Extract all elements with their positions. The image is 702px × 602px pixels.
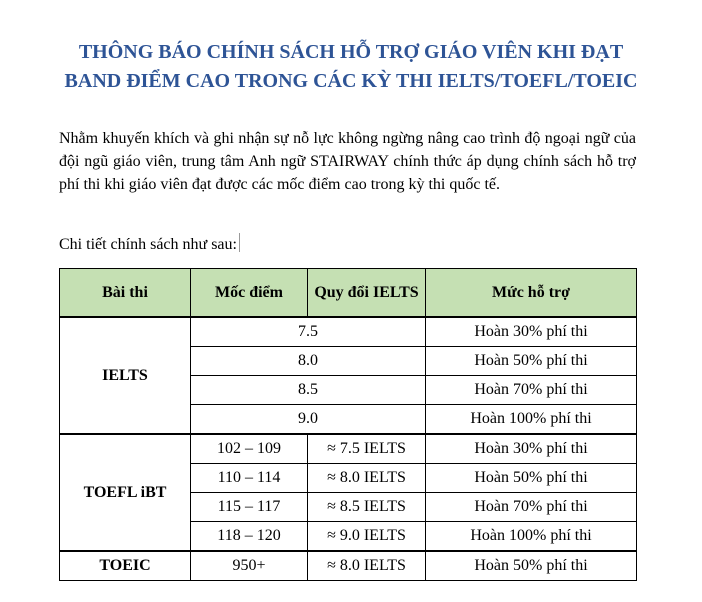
score-cell: 7.5	[191, 317, 426, 347]
support-cell: Hoàn 30% phí thi	[426, 317, 637, 347]
score-cell: 950+	[191, 551, 308, 581]
exam-toeic: TOEIC	[60, 551, 191, 581]
support-cell: Hoàn 100% phí thi	[426, 405, 637, 435]
title-line-1: THÔNG BÁO CHÍNH SÁCH HỖ TRỢ GIÁO VIÊN KHI ĐẠT	[78, 41, 624, 63]
ielts-equivalent-cell: ≈ 9.0 IELTS	[308, 522, 426, 552]
details-line	[59, 233, 240, 256]
document-title	[0, 38, 702, 96]
ielts-equivalent-cell: ≈ 8.0 IELTS	[308, 551, 426, 581]
table-row	[60, 551, 637, 581]
score-cell: 110 – 114	[191, 464, 308, 493]
score-cell: 8.5	[191, 376, 426, 405]
title-line-2: BAND ĐIỂM CAO TRONG CÁC KỲ THI IELTS/TOEFL/TOEIC	[64, 70, 638, 92]
score-cell: 9.0	[191, 405, 426, 435]
support-cell: Hoàn 70% phí thi	[426, 493, 637, 522]
table-row	[60, 317, 637, 347]
score-cell: 115 – 117	[191, 493, 308, 522]
header-support-level: Mức hỗ trợ	[426, 269, 637, 318]
header-exam: Bài thi	[60, 269, 191, 318]
table-header-row	[60, 269, 637, 318]
support-cell: Hoàn 30% phí thi	[426, 434, 637, 464]
ielts-equivalent-cell: ≈ 8.0 IELTS	[308, 464, 426, 493]
support-cell: Hoàn 50% phí thi	[426, 347, 637, 376]
text-cursor	[239, 233, 240, 252]
support-cell: Hoàn 50% phí thi	[426, 464, 637, 493]
exam-ielts: IELTS	[60, 317, 191, 434]
support-cell: Hoàn 70% phí thi	[426, 376, 637, 405]
exam-toefl-ibt: TOEFL iBT	[60, 434, 191, 551]
ielts-equivalent-cell: ≈ 8.5 IELTS	[308, 493, 426, 522]
support-cell: Hoàn 50% phí thi	[426, 551, 637, 581]
ielts-equivalent-cell: ≈ 7.5 IELTS	[308, 434, 426, 464]
table-row	[60, 434, 637, 464]
support-policy-table	[59, 268, 637, 581]
details-label: Chi tiết chính sách như sau:	[59, 236, 237, 253]
header-score: Mốc điểm	[191, 269, 308, 318]
intro-paragraph: Nhằm khuyến khích và ghi nhận sự nỗ lực không ngừng nâng cao trình độ ngoại ngữ của đội ngũ giáo viên, trung tâm Anh ngữ STAIRWAY chính thức áp dụng chính sách hỗ trợ phí thi khi giáo viên đạt được các mốc điểm cao trong kỳ thi quốc tế.	[59, 130, 636, 193]
score-cell: 102 – 109	[191, 434, 308, 464]
header-ielts-equivalent: Quy đổi IELTS	[308, 269, 426, 318]
score-cell: 118 – 120	[191, 522, 308, 552]
support-cell: Hoàn 100% phí thi	[426, 522, 637, 552]
score-cell: 8.0	[191, 347, 426, 376]
